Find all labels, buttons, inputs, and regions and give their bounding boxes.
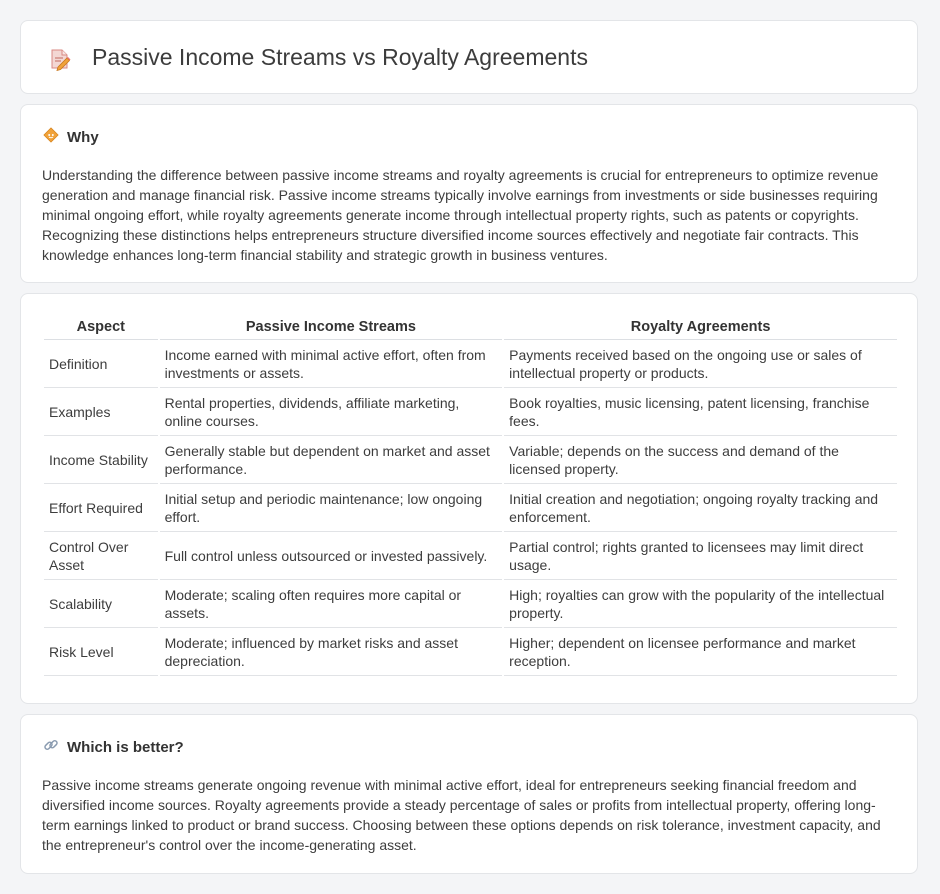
header-passive-income: Passive Income Streams bbox=[160, 313, 503, 340]
row-passive: Full control unless outsourced or invested passively. bbox=[160, 532, 503, 580]
row-passive: Moderate; influenced by market risks and asset depreciation. bbox=[160, 628, 503, 676]
row-royalty: Higher; dependent on licensee performance and market reception. bbox=[504, 628, 897, 676]
table-row bbox=[44, 484, 897, 532]
comparison-section bbox=[20, 293, 918, 704]
document-pencil-icon bbox=[48, 47, 72, 76]
row-aspect: Effort Required bbox=[44, 484, 158, 532]
header-royalty-agreements: Royalty Agreements bbox=[504, 313, 897, 340]
header-aspect: Aspect bbox=[44, 313, 158, 340]
which-is-better-section bbox=[20, 714, 918, 874]
row-aspect: Definition bbox=[44, 340, 158, 388]
row-aspect: Control Over Asset bbox=[44, 532, 158, 580]
header-card bbox=[20, 20, 918, 94]
better-text: Passive income streams generate ongoing revenue with minimal active effort, ideal for entrepreneurs seeking financial freedom and diversified income sources. Royalty agreements provide a steady percentage of sales or profits from intellectual property, offering long-term earnings linked to product or brand success. Choosing between these options depends on risk tolerance, investment capacity, and the entrepreneur's control over the income-generating asset. bbox=[42, 777, 881, 853]
row-passive: Rental properties, dividends, affiliate marketing, online courses. bbox=[160, 388, 503, 436]
row-passive: Income earned with minimal active effort, often from investments or assets. bbox=[160, 340, 503, 388]
table-row bbox=[44, 340, 897, 388]
row-royalty: Partial control; rights granted to licensees may limit direct usage. bbox=[504, 532, 897, 580]
comparison-table bbox=[42, 313, 899, 676]
better-title: Which is better? bbox=[67, 739, 184, 756]
better-heading bbox=[43, 737, 184, 758]
link-icon bbox=[43, 737, 59, 758]
table-header-row bbox=[44, 313, 897, 340]
row-royalty: Payments received based on the ongoing use or sales of intellectual property or products. bbox=[504, 340, 897, 388]
row-aspect: Income Stability bbox=[44, 436, 158, 484]
row-royalty: High; royalties can grow with the popularity of the intellectual property. bbox=[504, 580, 897, 628]
table-row bbox=[44, 532, 897, 580]
row-passive: Moderate; scaling often requires more capital or assets. bbox=[160, 580, 503, 628]
why-title: Why bbox=[67, 129, 99, 146]
row-royalty: Initial creation and negotiation; ongoing royalty tracking and enforcement. bbox=[504, 484, 897, 532]
why-section bbox=[20, 104, 918, 283]
table-row bbox=[44, 436, 897, 484]
table-row bbox=[44, 388, 897, 436]
why-heading bbox=[43, 127, 99, 148]
table-row bbox=[44, 580, 897, 628]
row-aspect: Examples bbox=[44, 388, 158, 436]
diamond-icon bbox=[43, 127, 59, 148]
row-aspect: Scalability bbox=[44, 580, 158, 628]
row-passive: Generally stable but dependent on market and asset performance. bbox=[160, 436, 503, 484]
why-text: Understanding the difference between passive income streams and royalty agreements is crucial for entrepreneurs to optimize revenue generation and manage financial risk. Passive income streams typically involve earnings from investments or side businesses requiring minimal ongoing effort, while royalty agreements generate income through intellectual property rights, such as patents or copyrights. Recognizing these distinctions helps entrepreneurs structure diversified income sources effectively and negotiate fair contracts. This knowledge enhances long-term financial stability and strategic growth in business ventures. bbox=[42, 167, 879, 263]
page-title: Passive Income Streams vs Royalty Agreements bbox=[92, 44, 588, 70]
table-row bbox=[44, 628, 897, 676]
row-aspect: Risk Level bbox=[44, 628, 158, 676]
row-passive: Initial setup and periodic maintenance; low ongoing effort. bbox=[160, 484, 503, 532]
row-royalty: Variable; depends on the success and demand of the licensed property. bbox=[504, 436, 897, 484]
row-royalty: Book royalties, music licensing, patent licensing, franchise fees. bbox=[504, 388, 897, 436]
